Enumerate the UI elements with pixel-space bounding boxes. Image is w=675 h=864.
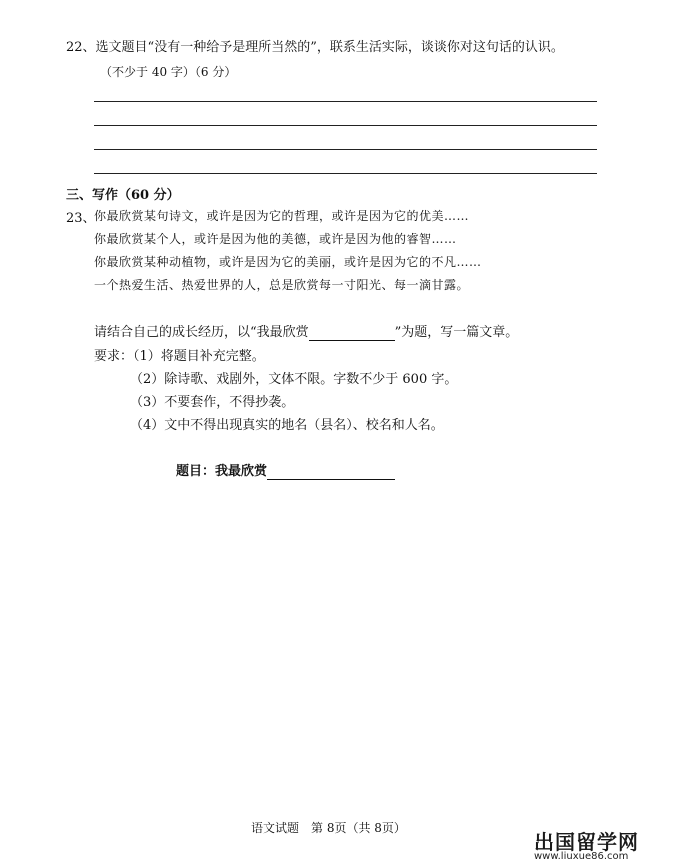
prompt-line: 一个热爱生活、热爱世界的人，总是欣赏每一寸阳光、每一滴甘露。	[94, 278, 470, 292]
page-footer: 语文试题 第 8页（共 8页）	[251, 821, 406, 835]
answer-line	[94, 149, 597, 150]
section-heading: 三、写作（60 分）	[66, 188, 180, 203]
question-number-23: 23、	[66, 211, 96, 226]
title-blank	[267, 464, 395, 480]
prompt-line: 你最欣赏某个人，或许是因为他的美德，或许是因为他的睿智……	[94, 232, 457, 246]
prompt-line: 你最欣赏某种动植物，或许是因为它的美丽，或许是因为它的不凡……	[94, 255, 482, 269]
question-22	[66, 36, 564, 55]
requirement-item: （4）文中不得出现真实的地名（县名）、校名和人名。	[130, 418, 444, 433]
instruction-text: 请结合自己的成长经历，以“我最欣赏	[94, 325, 309, 340]
watermark-url: www.liuxue86.com	[534, 851, 629, 862]
requirements-label: 要求：	[94, 349, 134, 364]
writing-instruction	[94, 321, 518, 341]
instruction-text: ”为题，写一篇文章。	[394, 325, 519, 340]
requirement-item: （3）不要套作，不得抄袭。	[130, 395, 295, 410]
answer-line	[94, 101, 597, 102]
essay-title-line	[176, 460, 395, 480]
title-label: 题目：我最欣赏	[176, 464, 268, 479]
question-22-requirement: （不少于 40 字）（6 分）	[100, 65, 237, 79]
requirement-item: （2）除诗歌、戏剧外，文体不限。字数不少于 600 字。	[130, 372, 458, 387]
prompt-line: 你最欣赏某句诗文，或许是因为它的哲理，或许是因为它的优美……	[94, 209, 470, 223]
question-number: 22、	[66, 40, 96, 55]
answer-line	[94, 125, 597, 126]
title-blank	[309, 325, 395, 341]
answer-line	[94, 173, 597, 174]
question-text: 选文题目“没有一种给予是理所当然的”，联系生活实际，谈谈你对这句话的认识。	[95, 40, 564, 55]
requirement-item	[94, 345, 265, 364]
watermark-logo: 出国留学网	[534, 830, 639, 854]
requirement-text: （1）将题目补充完整。	[133, 349, 265, 364]
